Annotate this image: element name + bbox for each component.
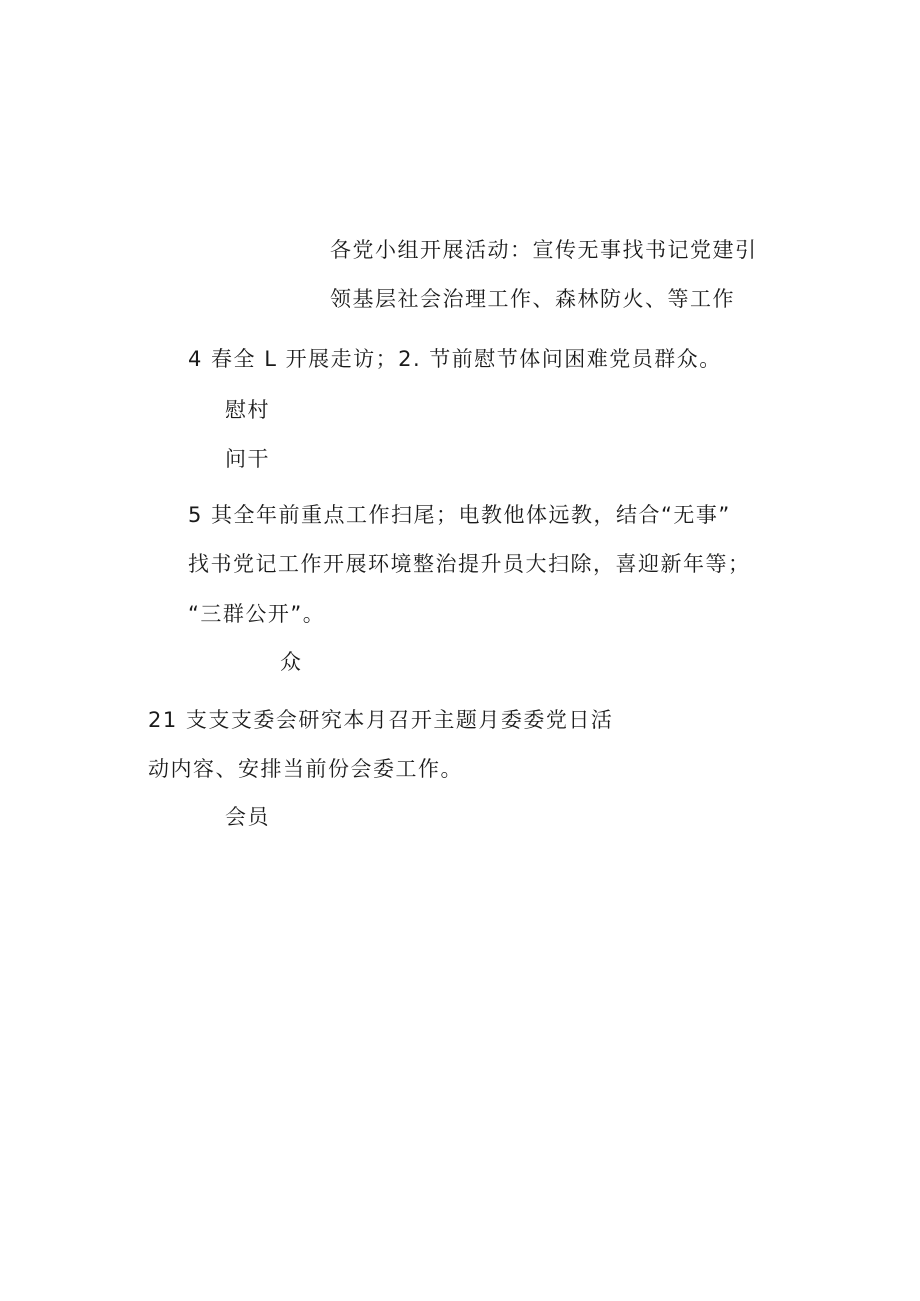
text-line-4: 慰村 (225, 398, 270, 422)
text-line-12: 会员 (225, 805, 270, 829)
text-line-7: 找书党记工作开展环境整治提升员大扫除，喜迎新年等； (188, 552, 751, 576)
text-line-10: 21 支支支委会研究本月召开主题月委委党日活 (148, 708, 614, 732)
text-line-11: 动内容、安排当前份会委工作。 (148, 757, 463, 781)
text-line-1: 各党小组开展活动：宣传无事找书记党建引 (330, 238, 758, 262)
text-line-8: “三群公开”。 (188, 602, 326, 626)
text-line-9: 众 (280, 650, 303, 674)
text-line-5: 问干 (225, 447, 270, 471)
text-line-3: 4 春全 L 开展走访；2. 节前慰节体问困难党员群众。 (188, 347, 722, 371)
text-line-2: 领基层社会治理工作、森林防火、等工作 (330, 287, 735, 311)
text-line-6: 5 其全年前重点工作扫尾；电教他体远教，结合“无事” (188, 503, 731, 527)
